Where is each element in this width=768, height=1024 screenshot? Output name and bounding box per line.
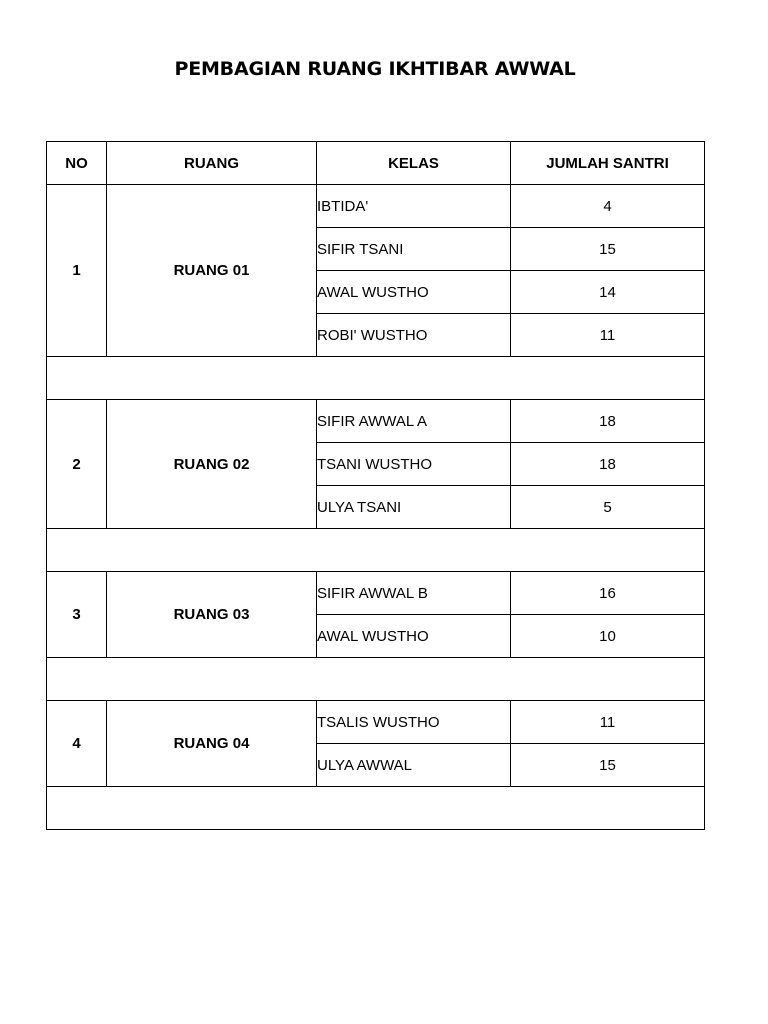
header-ruang: RUANG [107,142,317,185]
room-allocation-table [46,141,705,830]
spacer-row [47,787,705,830]
header-no: NO [47,142,107,185]
room-name: RUANG 02 [107,400,317,529]
room-name: RUANG 04 [107,701,317,787]
table-row [47,400,705,443]
table-row [47,185,705,228]
group-number: 3 [47,572,107,658]
student-count: 15 [511,228,705,271]
spacer-cell [47,658,705,701]
class-name: SIFIR TSANI [317,228,511,271]
class-name: ROBI' WUSTHO [317,314,511,357]
room-name: RUANG 03 [107,572,317,658]
class-name: AWAL WUSTHO [317,615,511,658]
student-count: 10 [511,615,705,658]
student-count: 5 [511,486,705,529]
student-count: 11 [511,314,705,357]
class-name: TSALIS WUSTHO [317,701,511,744]
class-name: AWAL WUSTHO [317,271,511,314]
group-number: 4 [47,701,107,787]
spacer-row [47,658,705,701]
table-row [47,701,705,744]
page-title: PEMBAGIAN RUANG IKHTIBAR AWWAL [174,58,576,80]
spacer-row [47,357,705,400]
room-name: RUANG 01 [107,185,317,357]
group-number: 1 [47,185,107,357]
group-number: 2 [47,400,107,529]
student-count: 14 [511,271,705,314]
class-name: TSANI WUSTHO [317,443,511,486]
spacer-cell [47,529,705,572]
class-name: ULYA TSANI [317,486,511,529]
spacer-cell [47,787,705,830]
student-count: 18 [511,400,705,443]
spacer-row [47,529,705,572]
header-jumlah-santri: JUMLAH SANTRI [511,142,705,185]
student-count: 15 [511,744,705,787]
table-row [47,572,705,615]
student-count: 18 [511,443,705,486]
student-count: 16 [511,572,705,615]
class-name: ULYA AWWAL [317,744,511,787]
header-row [47,142,705,185]
student-count: 4 [511,185,705,228]
class-name: SIFIR AWWAL B [317,572,511,615]
header-kelas: KELAS [317,142,511,185]
student-count: 11 [511,701,705,744]
class-name: SIFIR AWWAL A [317,400,511,443]
spacer-cell [47,357,705,400]
class-name: IBTIDA' [317,185,511,228]
